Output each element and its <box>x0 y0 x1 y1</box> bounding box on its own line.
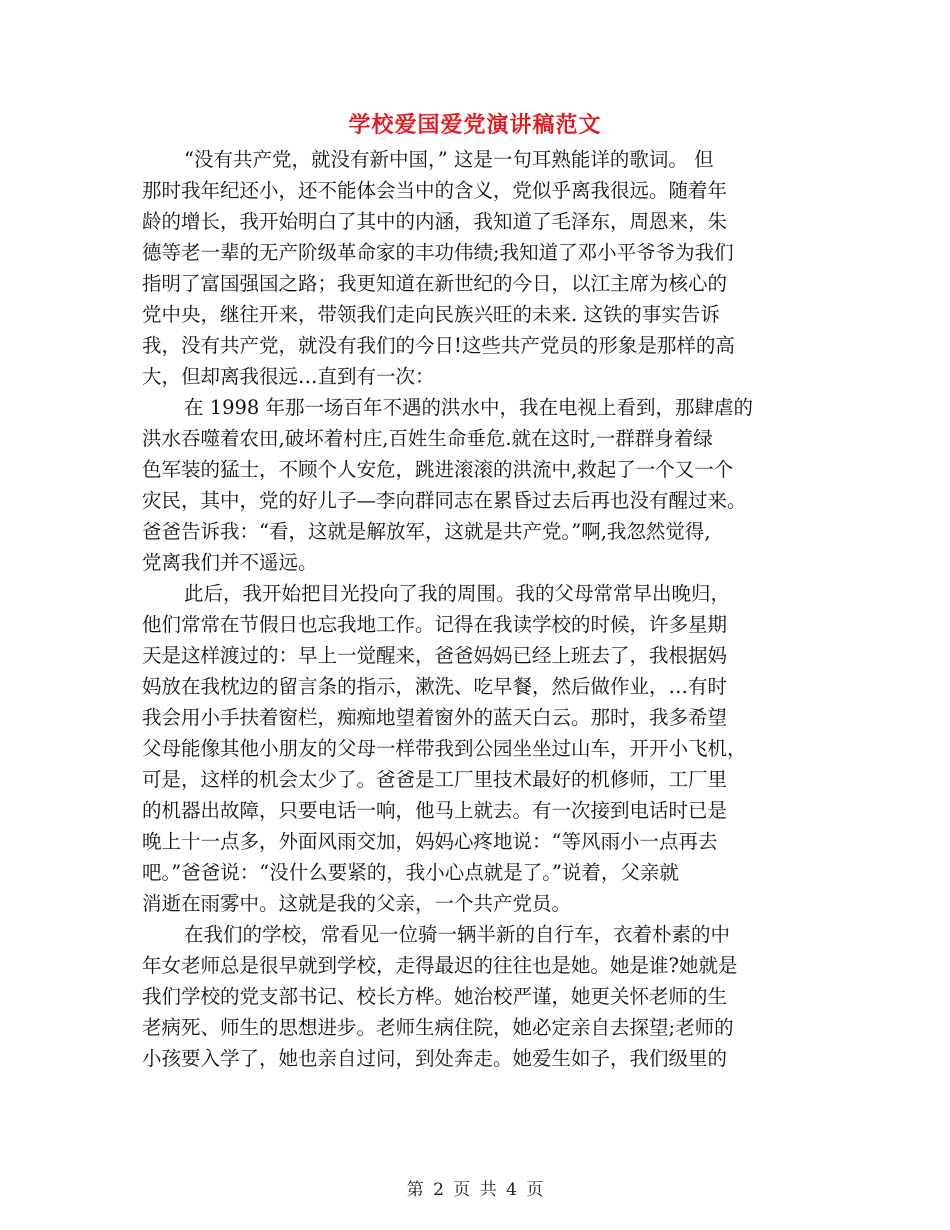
paragraph-1 <box>142 144 802 392</box>
text-line: 的机器出故障，只要电话一响，他马上就去。有一次接到电话时已是 <box>142 799 728 822</box>
document-title: 学校爱国爱党演讲稿范文 <box>348 113 602 138</box>
text-line: 可是，这样的机会太少了。爸爸是工厂里技术最好的机修师，工厂里 <box>142 768 728 791</box>
text-line: 此后，我开始把目光投向了我的周围。我的父母常常早出晚归， <box>184 582 731 605</box>
text-line: 洪水吞噬着农田,破坏着村庄,百姓生命垂危.就在这时,一群群身着绿 <box>142 427 713 450</box>
paragraph-2 <box>142 392 802 578</box>
text-line: 那时我年纪还小，还不能体会当中的含义，党似乎离我很远。随着年 <box>142 179 728 202</box>
text-line: 色军装的猛士，不顾个人安危，跳进滚滚的洪流中,救起了一个又一个 <box>142 458 734 481</box>
text-line: 消逝在雨雾中。这就是我的父亲，一个共产党员。 <box>142 892 572 915</box>
document-body <box>142 144 802 1074</box>
text-line: 党中央，继往开来，带领我们走向民族兴旺的未来. 这铁的事实告诉 <box>142 303 720 326</box>
text-line: 晚上十一点多，外面风雨交加，妈妈心疼地说：“等风雨小一点再去 <box>142 830 718 853</box>
text-line: 龄的增长，我开始明白了其中的内涵，我知道了毛泽东，周恩来，朱 <box>142 210 728 233</box>
paragraph-3 <box>142 578 802 919</box>
text-line: 我们学校的党支部书记、校长方桦。她治校严谨，她更关怀老师的生 <box>142 985 728 1008</box>
text-line: 老病死、师生的思想进步。老师生病住院，她必定亲自去探望;老师的 <box>142 1016 734 1039</box>
text-line: 在 1998 年那一场百年不遇的洪水中，我在电视上看到，那肆虐的 <box>184 396 754 419</box>
paragraph-4 <box>142 919 802 1074</box>
text-line: 妈放在我枕边的留言条的指示，漱洗、吃早餐，然后做作业，…有时 <box>142 675 728 698</box>
text-line: 我会用小手扶着窗栏，痴痴地望着窗外的蓝天白云。那时，我多希望 <box>142 706 728 729</box>
text-line: 天是这样渡过的：早上一觉醒来，爸爸妈妈已经上班去了，我根据妈 <box>142 644 728 667</box>
text-line: 在我们的学校，常看见一位骑一辆半新的自行车，衣着朴素的中 <box>184 923 731 946</box>
text-line: 灾民，其中，党的好儿子—李向群同志在累昏过去后再也没有醒过来。 <box>142 489 747 512</box>
text-line: 我，没有共产党，就没有我们的今日!这些共产党员的形象是那样的高 <box>142 334 735 357</box>
page-footer: 第 2 页 共 4 页 <box>406 1180 544 1200</box>
text-line: “没有共产党，就没有新中国，” 这是一句耳熟能详的歌词。 但 <box>184 148 714 171</box>
text-line: 他们常常在节假日也忘我地工作。记得在我读学校的时候，许多星期 <box>142 613 728 636</box>
text-line: 党离我们并不遥远。 <box>142 551 318 574</box>
text-line: 指明了富国强国之路；我更知道在新世纪的今日，以江主席为核心的 <box>142 272 728 295</box>
text-line: 爸爸告诉我：“看，这就是解放军，这就是共产党。”啊,我忽然觉得, <box>142 520 711 543</box>
text-line: 小孩要入学了，她也亲自过问，到处奔走。她爱生如子，我们级里的 <box>142 1047 728 1070</box>
text-line: 年女老师总是很早就到学校，走得最迟的往往也是她。她是谁?她就是 <box>142 954 738 977</box>
text-line: 吧。”爸爸说：“没什么要紧的，我小心点就是了。”说着，父亲就 <box>142 861 679 884</box>
text-line: 德等老一辈的无产阶级革命家的丰功伟绩;我知道了邓小平爷爷为我们 <box>142 241 734 264</box>
text-line: 父母能像其他小朋友的父母一样带我到公园坐坐过山车，开开小飞机， <box>142 737 747 760</box>
text-line: 大，但却离我很远…直到有一次： <box>142 365 435 388</box>
